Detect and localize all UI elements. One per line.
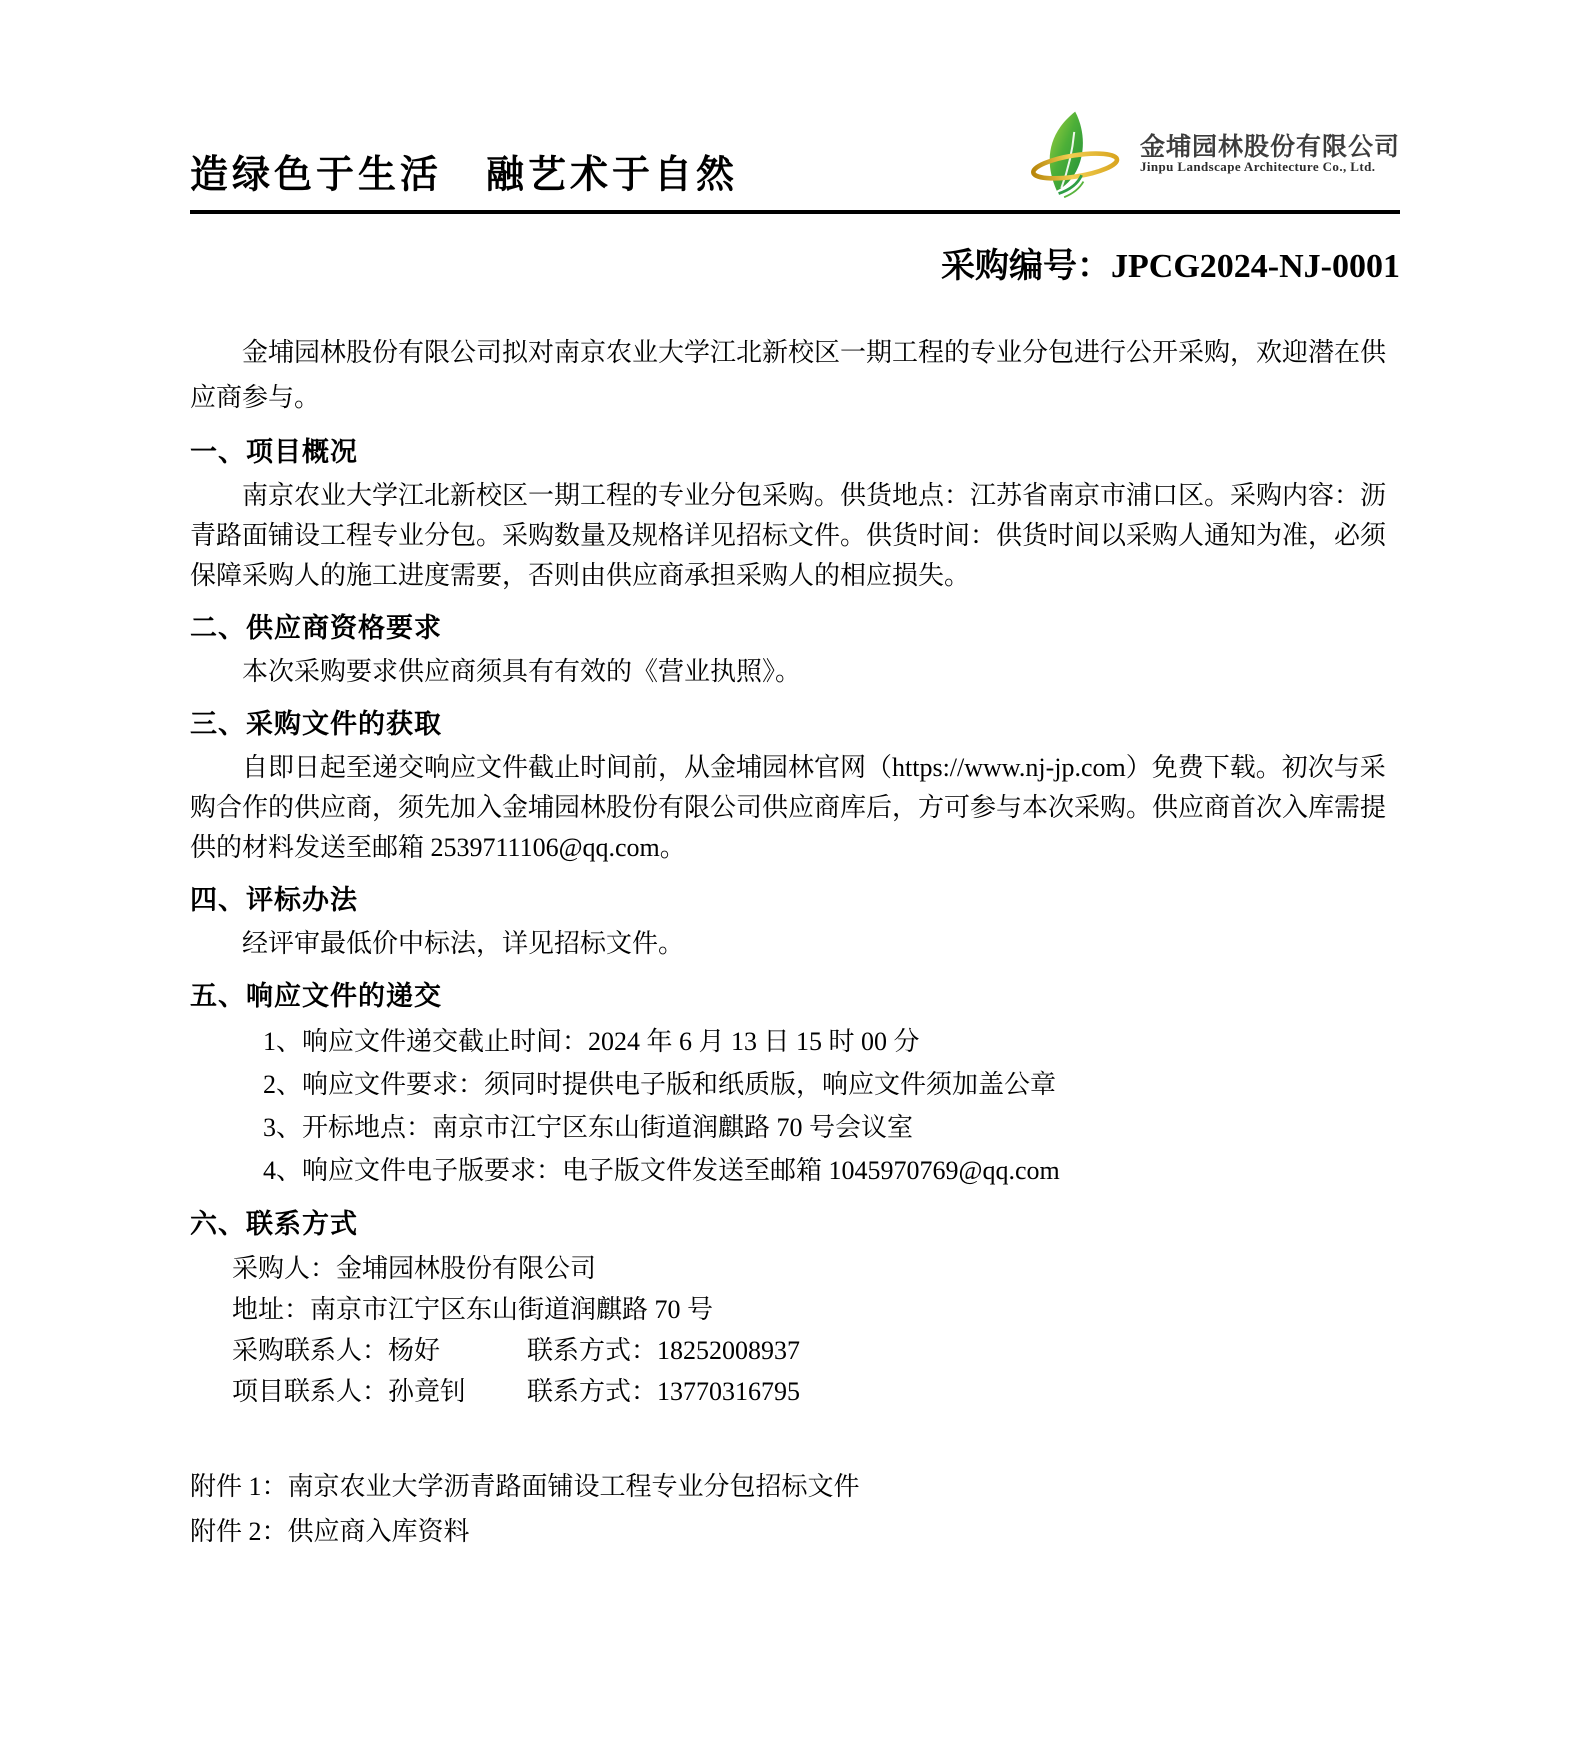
list-item: 2、响应文件要求：须同时提供电子版和纸质版，响应文件须加盖公章	[263, 1070, 1057, 1099]
list-item: 3、开标地点：南京市江宁区东山街道润麒路 70 号会议室	[263, 1113, 914, 1142]
section-paragraph: 自即日起至递交响应文件截止时间前，从金埔园林官网（https://www.nj-jp.com）免费下载。初次与采购合作的供应商，须先加入金埔园林股份有限公司供应商库后，方可参与本次采购。供应商首次入库需提供的材料发送至邮箱 2539711106@qq.com。	[190, 753, 1387, 862]
contact-person: 项目联系人：孙竟钊	[232, 1377, 467, 1406]
section-heading: 四、评标办法	[190, 885, 358, 915]
logo-company-name-en: Jinpu Landscape Architecture Co., Ltd.	[1139, 159, 1376, 175]
procurement-number-title: 采购编号：JPCG2024-NJ-0001	[941, 248, 1400, 285]
slogan-left: 造绿色于生活	[190, 153, 443, 197]
section-document-acquisition	[190, 704, 1400, 868]
company-logo	[1018, 108, 1400, 200]
section-heading: 六、联系方式	[190, 1209, 358, 1239]
logo-company-name-cn: 金埔园林股份有限公司	[1139, 133, 1400, 162]
contact-buyer: 采购人：金埔园林股份有限公司	[232, 1254, 597, 1283]
header-divider	[190, 210, 1400, 214]
section-project-overview	[190, 432, 1400, 596]
attachment-2: 附件 2：供应商入库资料	[190, 1517, 470, 1546]
section-paragraph: 经评审最低价中标法，详见招标文件。	[242, 929, 685, 958]
contact-address: 地址：南京市江宁区东山街道润麒路 70 号	[232, 1295, 714, 1324]
section-heading: 五、响应文件的递交	[190, 981, 442, 1011]
list-item: 4、响应文件电子版要求：电子版文件发送至邮箱 1045970769@qq.com	[263, 1156, 1060, 1185]
attachment-1: 附件 1：南京农业大学沥青路面铺设工程专业分包招标文件	[190, 1472, 860, 1501]
intro-paragraph: 金埔园林股份有限公司拟对南京农业大学江北新校区一期工程的专业分包进行公开采购，欢迎潜在供应商参与。	[190, 338, 1387, 412]
section-paragraph: 本次采购要求供应商须具有有效的《营业执照》。	[242, 657, 802, 686]
slogan-right: 融艺术于自然	[486, 153, 739, 197]
section-paragraph: 南京农业大学江北新校区一期工程的专业分包采购。供货地点：江苏省南京市浦口区。采购内容：沥青路面铺设工程专业分包。采购数量及规格详见招标文件。供货时间：供货时间以采购人通知为准，必须保障采购人的施工进度需要，否则由供应商承担采购人的相应损失。	[190, 481, 1387, 590]
document-body	[190, 330, 1400, 1554]
contact-person: 采购联系人：杨好	[232, 1336, 441, 1365]
logo-text	[1140, 134, 1400, 174]
company-slogan	[190, 142, 738, 204]
leaf-swoosh-icon	[1018, 108, 1136, 200]
contact-row-project	[232, 1371, 1400, 1412]
section-response-submission	[190, 976, 1400, 1192]
contact-row-procurement	[232, 1330, 1400, 1371]
section-heading: 二、供应商资格要求	[190, 613, 442, 643]
contact-phone: 联系方式：18252008937	[527, 1336, 801, 1365]
section-evaluation-method	[190, 880, 1400, 964]
section-heading: 三、采购文件的获取	[190, 709, 442, 739]
page-header	[190, 118, 1400, 204]
section-supplier-qualification	[190, 608, 1400, 692]
section-heading: 一、项目概况	[190, 437, 358, 467]
attachments	[190, 1464, 1400, 1554]
contact-phone: 联系方式：13770316795	[527, 1377, 801, 1406]
section-contact-info	[190, 1204, 1400, 1412]
list-item: 1、响应文件递交截止时间：2024 年 6 月 13 日 15 时 00 分	[263, 1027, 920, 1056]
